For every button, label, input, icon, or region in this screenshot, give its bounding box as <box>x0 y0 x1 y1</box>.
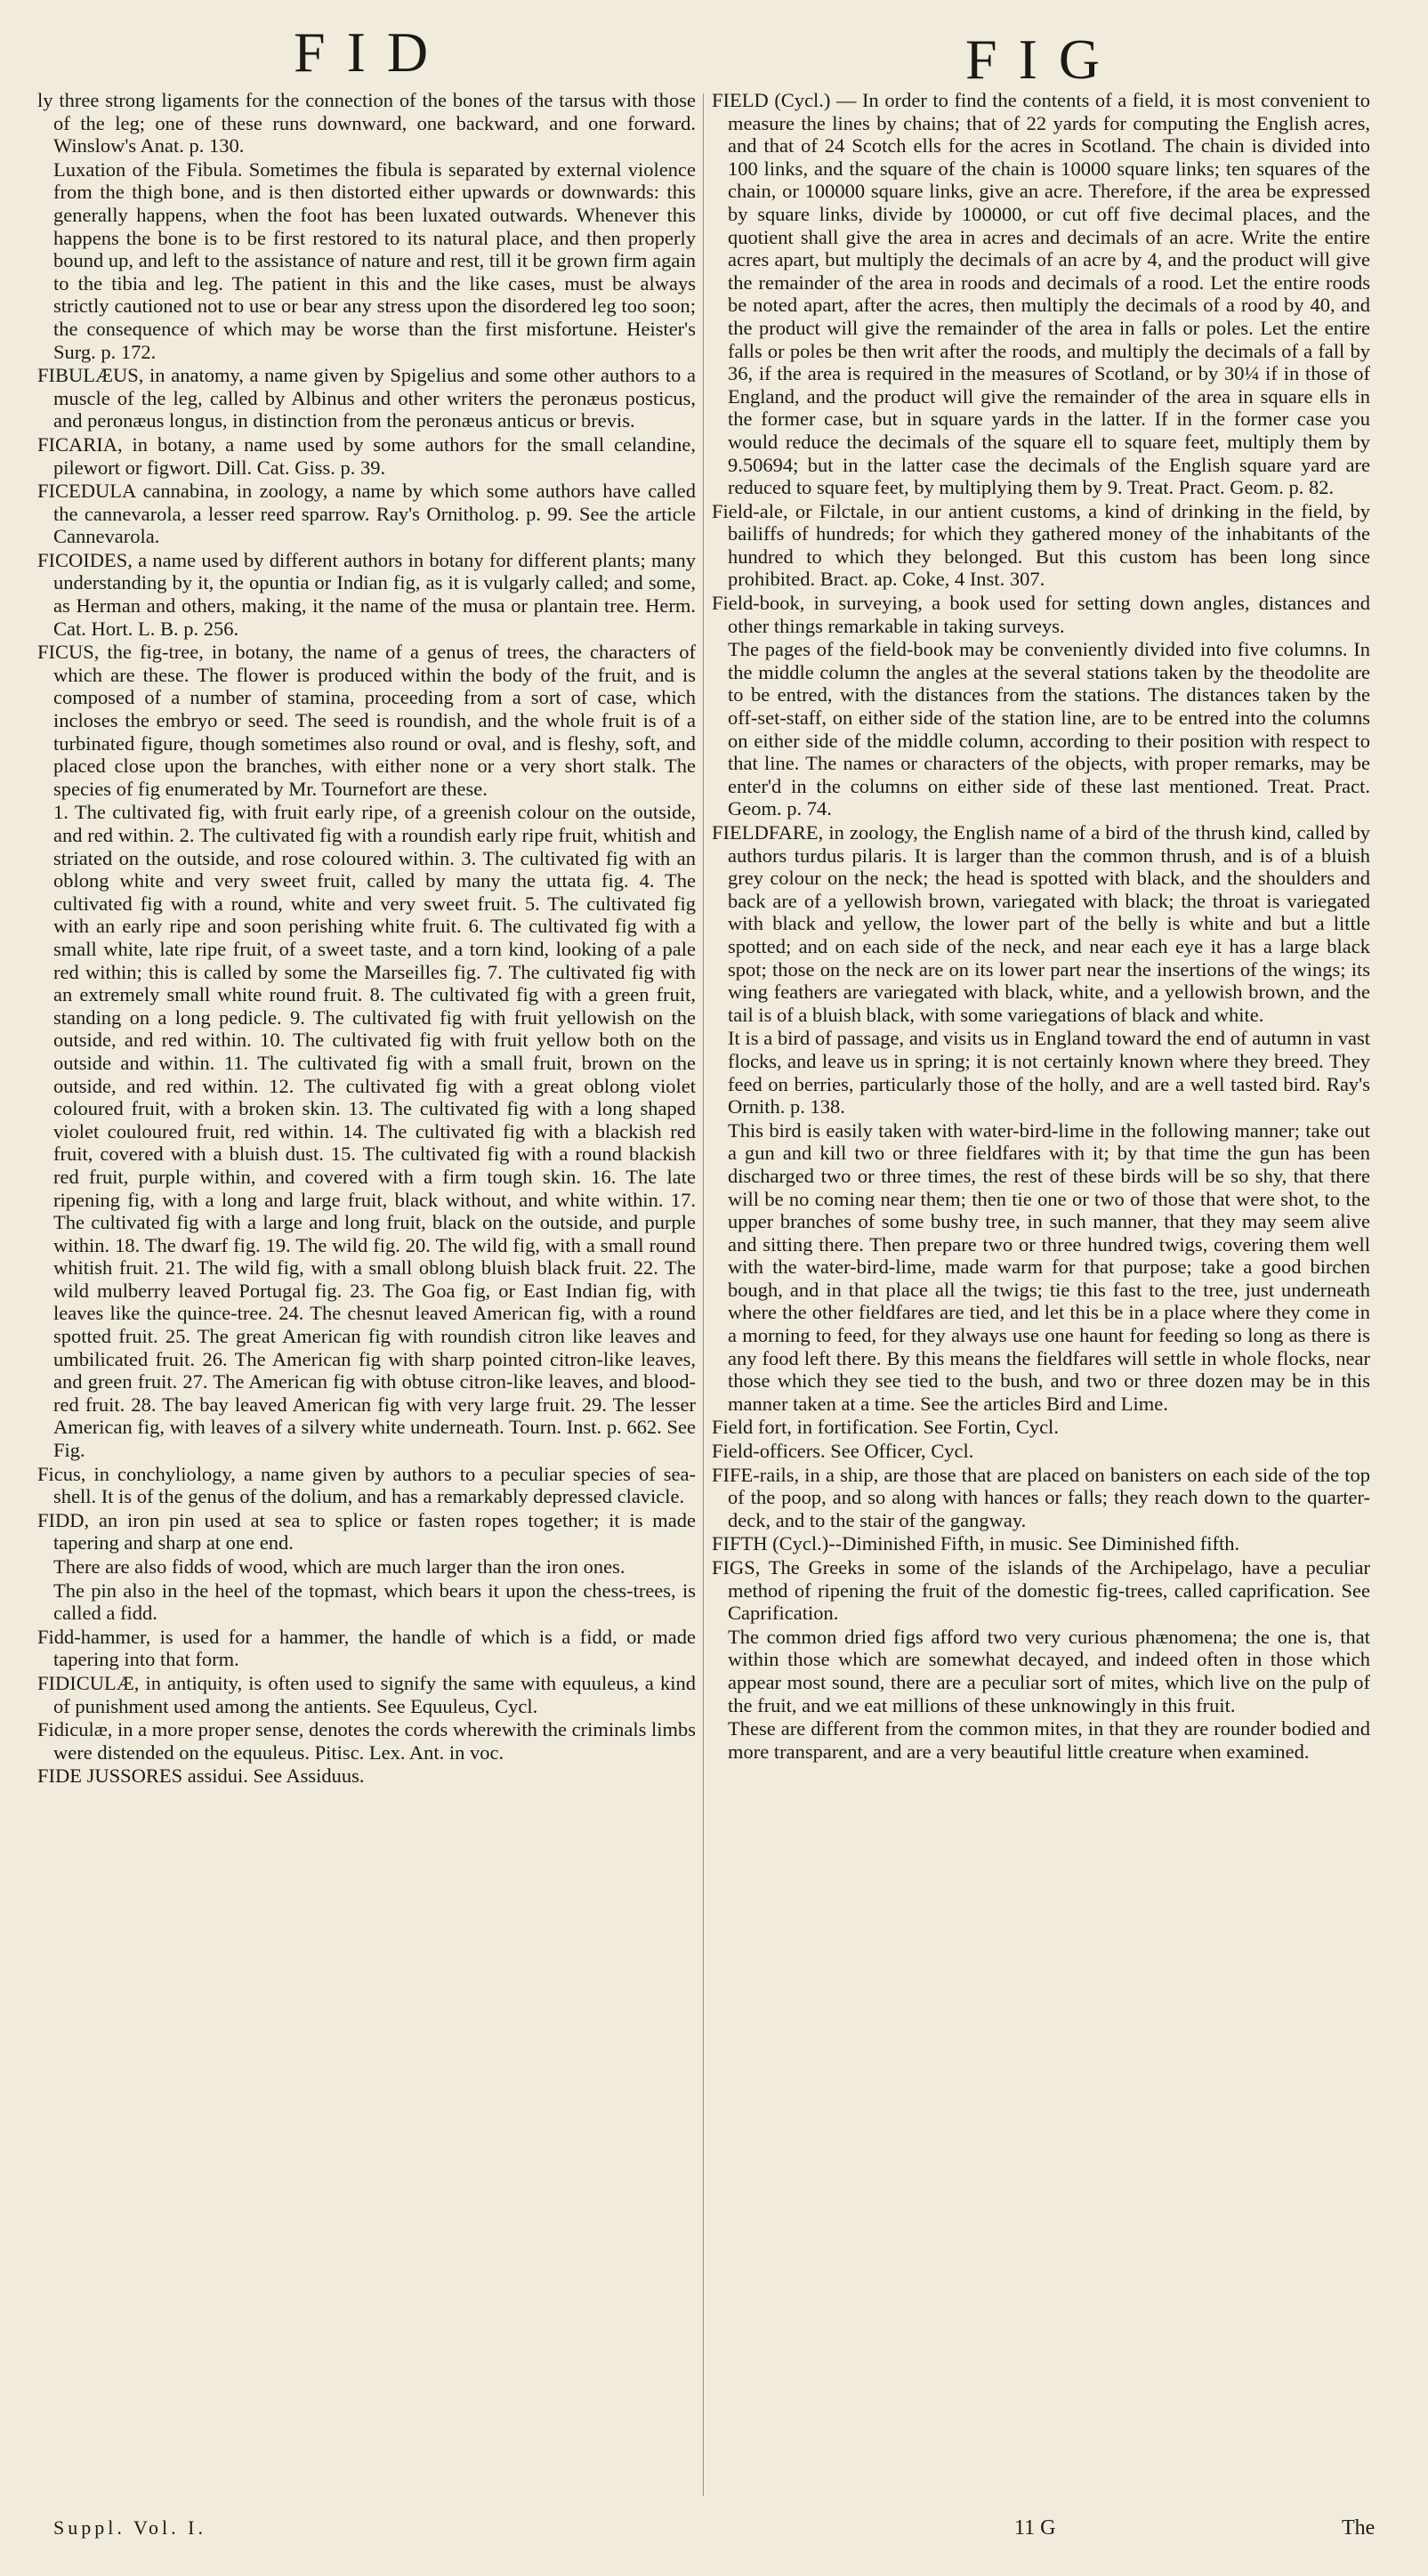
running-head-left: FID <box>294 20 450 84</box>
entry-fidiculae-proper: Fidiculæ, in a more proper sense, denotes the cords wherewith the criminals limbs were distended on the equuleus. Pitisc. Lex. Ant. in voc. <box>37 1718 696 1764</box>
entry-fidiculae: FIDICULÆ, in antiquity, is often used to signify the same with equuleus, a kind of punishment used among the antients. See Equuleus, Cycl. <box>37 1671 696 1717</box>
entry-fieldfare: FIELDFARE, in zoology, the English name of a bird of the thrush kind, called by authors turdus pilaris. It is larger than the common thrush, and is of a bluish grey colour on the neck; the head is spotted with black, and the shoulders and back are of a yellowish brown, variegated with black; the throat is variegated with black and yellow, the lower part of the belly is white and but a little spotted; and on each side of the neck, and near each eye it has a large black spot; those on the neck are on its lower part near the insertions of the wings; its wing feathers are variegated with black, white, and a yellowish brown, and the tail is of a bluish black, with some variegations of black and white. <box>712 821 1370 1026</box>
entry-fidd-pin: The pin also in the heel of the topmast, which bears it upon the chess-trees, is called a fidd. <box>53 1579 696 1625</box>
entry-fide-jussores: FIDE JUSSORES assidui. See Assiduus. <box>37 1764 365 1788</box>
catchword: The <box>1342 2516 1376 2540</box>
entry-fidd-wood: There are also fidds of wood, which are much larger than the iron ones. <box>53 1555 625 1578</box>
entry-fieldfare-capture: This bird is easily taken with water-bird-lime in the following manner; take out a gun and kill two or three fieldfares with it; by that time the gun has been discharged two or three times, the rest of these birds will be so shy, that there will be no coming near them; then tie one or two of those that were shot, to the upper branches of some bushy tree, in such manner, that they may seem alive and sitting there. Then prepare two or three hundred twigs, covering them well with the water-bird-lime, made warm for that purpose; take a good birchen bough, and in that place all the twigs; tie this fast to the tree, just underneath where the other fieldfares are tied, and let this be in a place where they come in a morning to feed, for they always use one haunt for feeding so long as there is any food left there. By this means the fieldfares will settle in whole flocks, near those which they see tied to the bush, and two or three dozen may be in this manner taken at a time. See the articles Bird and Lime. <box>728 1118 1370 1415</box>
entry-field-fort: Field fort, in fortification. See Fortin, Cycl. <box>712 1416 1059 1439</box>
entry-figs: FIGS, The Greeks in some of the islands of the Archipelago, have a peculiar method of ripening the fruit of the domestic fig-trees, called caprification. See Caprification. <box>712 1556 1370 1625</box>
entry-fibulaeus: FIBULÆUS, in anatomy, a name given by Spigelius and some other authors to a muscle of the leg, called by Albinus and other writers the peronæus posticus, and peronæus longus, in distinction from the peronæus anticus or brevis. <box>37 364 696 432</box>
signature-line: Suppl. Vol. I. <box>53 2516 206 2539</box>
entry-fifth: FIFTH (Cycl.)--Diminished Fifth, in music. See Diminished fifth. <box>712 1532 1240 1555</box>
entry-fidd-hammer: Fidd-hammer, is used for a hammer, the handle of which is a fidd, or made tapering into that form. <box>37 1625 696 1671</box>
entry-field-ale: Field-ale, or Filctale, in our antient customs, a kind of drinking in the field, by bailiffs of hundreds; for which they gathered money of the inhabitants of the hundred to which they belonged. But this custom has been long since prohibited. Bract. ap. Coke, 4 Inst. 307. <box>712 499 1370 591</box>
running-head-right: FIG <box>965 28 1122 91</box>
entry-field-book: Field-book, in surveying, a book used for setting down angles, distances and other things remarkable in taking surveys. <box>712 592 1370 637</box>
entry-ficus: FICUS, the fig-tree, in botany, the name of a genus of trees, the characters of which are these. The flower is produced within the body of the fruit, and is composed of a number of stamina, proceeding from a sort of case, which incloses the embryo or seed. The seed is roundish, and the whole fruit is of a turbinated figure, though sometimes also round or oval, and is fleshy, soft, and placed close upon the branches, with either none or a very short stalk. The species of fig enumerated by Mr. Tournefort are these. <box>37 641 696 800</box>
entry-ficus-species: 1. The cultivated fig, with fruit early ripe, of a greenish colour on the outside, and red within. 2. The cultivated fig with a roundish early ripe fruit, whitish and striated on the outside, and rose coloured within. 3. The cultivated fig with an oblong white and very sweet fruit, called by many the uttata fig. 4. The cultivated fig with a round, white and very sweet fruit. 5. The cultivated fig with an early ripe and soon perishing white fruit. 6. The cultivated fig with a small white, late ripe fruit, of a sweet taste, and a torn kind, looking of a pale red within; this is called by some the Marseilles fig. 7. The cultivated fig with an extremely small white round fruit. 8. The cultivated fig with a green fruit, standing on a long pedicle. 9. The cultivated fig with fruit yellowish on the outside, and red within. 10. The cultivated fig with fruit yellow both on the outside and within. 11. The cultivated fig with a small fruit, brown on the outside, and red within. 12. The cultivated fig with a great oblong violet coloured fruit, with a broken skin. 13. The cultivated fig with a long shaped violet couloured fruit, red within. 14. The cultivated fig with a blackish red fruit, covered with a bluish dust. 15. The cultivated fig with a round blackish red fruit, purple within, and covered with a firm tough skin. 16. The late ripening fig, with a long and large fruit, black without, and white within. 17. The cultivated fig with a large and long fruit, black on the outside, and purple within. 18. The dwarf fig. 19. The wild fig. 20. The wild fig, with a small round whitish fruit. 21. The wild fig, with a small oblong bluish black fruit. 22. The wild mulberry leaved Portugal fig. 23. The Goa fig, or East Indian fig, with leaves like the quince-tree. 24. The chesnut leaved American fig, with a round spotted fruit. 25. The great American fig with roundish citron like leaves and umbilicated fruit. 26. The American fig with sharp pointed citron-like leaves, and green fruit. 27. The American fig with obtuse citron-like leaves, and blood-red fruit. 28. The bay leaved American fig with very large fruit. 29. The lesser American fig, with leaves of a silvery white underneath. Tourn. Inst. p. 662. See Fig. <box>53 801 696 1462</box>
sheet-mark: 11 G <box>1014 2516 1056 2540</box>
entry-figs-mites-difference: These are different from the common mites, in that they are rounder bodied and more transparent, and are a very beautiful little creature when examined. <box>728 1717 1370 1763</box>
entry-ficus-conchyliology: Ficus, in conchyliology, a name given by authors to a peculiar species of sea-shell. It is of the genus of the dolium, and has a remarkably depressed clavicle. <box>37 1462 696 1508</box>
left-column <box>37 89 696 1789</box>
entry-fife-rails: FIFE-rails, in a ship, are those that are placed on banisters on each side of the top of the poop, and so along with hances or falls; they reach down to the quarter-deck, and to the stair of the gangway. <box>712 1463 1370 1531</box>
entry-fidd: FIDD, an iron pin used at sea to splice or fasten ropes together; it is made tapering and sharp at one end. <box>37 1508 696 1554</box>
entry-field: FIELD (Cycl.) — In order to find the contents of a field, it is most convenient to measure the lines by chains; that of 22 yards for computing the English acres, and that of 24 Scotch ells for the acres in Scotland. The chain is divided into 100 links, and the square of the chain is 10000 square links; ten squares of the chain, or 100000 square links, give an acre. Therefore, if the area be expressed by square links, divide by 100000, or cut off five decimal places, and the quotient shall give the area in acres and decimals of an acre. Write the entire acres apart, but multiply the decimals of an acre by 4, and the product will give the remainder of the area in roods and decimals of a rood. Let the entire roods be noted apart, after the acres, then multiply the decimals of a rood by 40, and the product will give the remainder of the area in falls or poles. Let the entire falls or poles be then writ after the roods, and multiply the decimals of a fall by 36, if the area is required in the measures of Scotland, or by 30¼ if in those of England, and the product will give the remainder of the area in square ells in the former case, but in square yards in the latter. If in the former case you would reduce the decimals of the square ell to square feet, multiply them by 9.50694; but in the latter case the decimals of the English square yard are reduced to square feet, by multiplying them by 9. Treat. Pract. Geom. p. 82. <box>712 89 1370 499</box>
right-column <box>712 89 1370 1764</box>
entry-ficedula: FICEDULA cannabina, in zoology, a name by which some authors have called the cannevarola, a lesser reed sparrow. Ray's Ornitholog. p. 99. See the article Cannevarola. <box>37 480 696 548</box>
entry-fieldfare-passage: It is a bird of passage, and visits us in England toward the end of autumn in vast flocks, and leave us in spring; it is not certainly known where they breed. They feed on berries, particularly those of the holly, and are a well tasted bird. Ray's Ornith. p. 138. <box>728 1027 1370 1118</box>
entry-ficaria: FICARIA, in botany, a name used by some authors for the small celandine, pilewort or figwort. Dill. Cat. Giss. p. 39. <box>37 432 696 479</box>
entry-figs-mites: The common dried figs afford two very curious phænomena; the one is, that within those which are somewhat decayed, and indeed often in those which appear most sound, there are a peculiar sort of mites, which live on the pulp of the fruit, and we eat millions of these unknowingly in this fruit. <box>728 1625 1370 1716</box>
column-divider <box>703 93 704 2496</box>
entry-ficoides: FICOIDES, a name used by different authors in botany for different plants; many understanding by it, the opuntia or Indian fig, as it is vulgarly called; and some, as Herman and others, making, it the name of the musa or plantain tree. Herm. Cat. Hort. L. B. p. 256. <box>37 548 696 640</box>
entry-luxation-fibula: Luxation of the Fibula. Sometimes the fibula is separated by external violence from the thigh bone, and is then distorted either upwards or downwards: this generally happens, when the foot has been luxated outwards. Whenever this happens the bone is to be first restored to its natural place, and then properly bound up, and left to the assistance of nature and rest, till it be grown firm again to the tibia and leg. The patient in this and the like cases, must be always strictly cautioned not to use or bear any stress upon the disordered leg too soon; the consequence of which may be worse than the first misfortune. Heister's Surg. p. 172. <box>53 157 696 363</box>
entry-fibula-ligaments: ly three strong ligaments for the connection of the bones of the tarsus with those of the leg; one of these runs downward, one backward, and one forward. Winslow's Anat. p. 130. <box>37 89 696 157</box>
entry-field-book-pages: The pages of the field-book may be conveniently divided into five columns. In the middle column the angles at the several stations taken by the theodolite are to be entred, with the distances from the stations. The distances taken by the off-set-staff, on either side of the station line, are to be entred into the columns on either side of the middle column, according to their position with respect to that line. The names or characters of the objects, with proper remarks, may be enter'd in the columns on either side of these last mentioned. Treat. Pract. Geom. p. 74. <box>728 638 1370 820</box>
entry-field-officers: Field-officers. See Officer, Cycl. <box>712 1440 974 1463</box>
